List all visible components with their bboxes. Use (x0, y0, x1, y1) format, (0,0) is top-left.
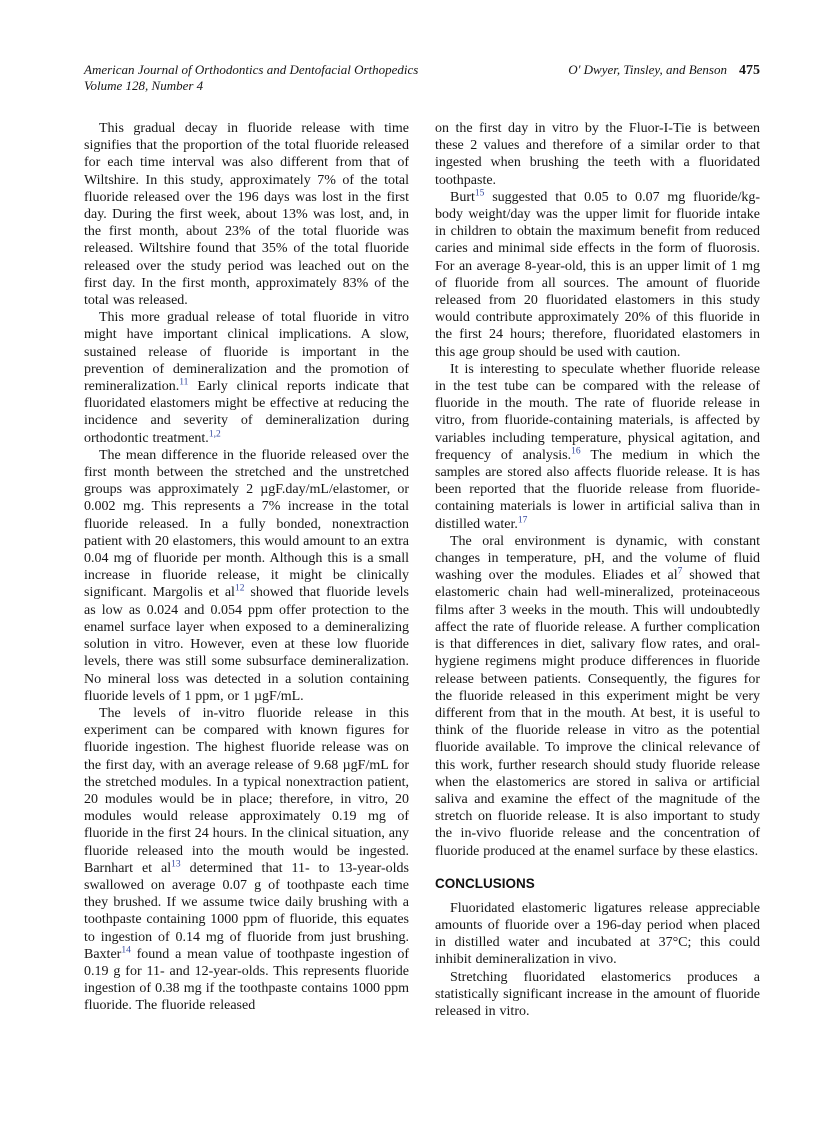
paragraph: on the first day in vitro by the Fluor-I-Tie is between these 2 values and therefore of a similar order to that ingested when brushing the teeth with a fluoridated toothpaste. (435, 121, 760, 188)
reference-superscript: 12 (234, 583, 245, 594)
paragraph: It is interesting to speculate whether fluoride release in the test tube can be compared with the release of fluoride in the mouth. The rate of fluoride release in vitro, from fluoride-containing materials, is affected by variables including temperature, physical agitation, and frequency of analysis.$^{16}$ The medium in which the samples are stored also affects fluoride release. It is has been reported that the fluoride release from fluoride-containing materials is lower in artificial saliva than in distilled water.$^{17}$ (435, 361, 760, 532)
reference-superscript: 13 (171, 859, 181, 870)
right-column (435, 120, 760, 1020)
conclusions-heading: CONCLUSIONS (435, 875, 535, 891)
reference-superscript: 1,2 (208, 429, 221, 439)
right-column-text (435, 120, 760, 860)
paragraph: Stretching fluoridated elastomerics produces a statistically significant increase in the amount of fluoride released in vitro. (435, 969, 760, 1019)
reference-superscript: 7 (677, 566, 683, 577)
reference-superscript: 16 (571, 446, 581, 457)
running-head-right (568, 62, 760, 79)
two-column-body (84, 120, 760, 1020)
paragraph: The oral environment is dynamic, with constant changes in temperature, pH, and the volume of fluid washing over the modules. Eliades et al$^7$ showed that elastomeric chain had well-mineralized, proteinaceous films after 3 weeks in the mouth. This will undoubtedly affect the rate of fluoride release. A further complication is that differences in diet, salivary flow rates, and oral-hygiene regimens might produce differences in fluoride release between patients. Consequently, the figures for the fluoride released in this experiment might be very different from that in the mouth. At best, it is useful to think of the fluoride release in vitro as the potential fluoride available. To improve the clinical relevance of this work, further research should study fluoride release when the elastomerics are stored in saliva or artificial saliva and examine the effect of the magnitude of the stretch on fluoride release. It is also important to study the in-vivo fluoride release and the concentration of fluoride produced at the enamel surface by these elastics. (435, 533, 760, 859)
journal-header-block (84, 62, 418, 94)
paragraph: This more gradual release of total fluoride in vitro might have important clinical implications. A slow, sustained release of fluoride is important in the prevention of demineralization and the promotion of remineralization.$^{11}$ Early clinical reports indicate that fluoridated elastomers might be effective at reducing the incidence and severity of demineralization during orthodontic treatment.$^{1,2}$ (84, 310, 409, 446)
reference-superscript: 14 (121, 945, 131, 956)
reference-superscript: 15 (474, 188, 485, 199)
left-column (84, 120, 409, 1020)
paragraph: Fluoridated elastomeric ligatures release appreciable amounts of fluoride over a 196-day period when placed in distilled water and incubated at 37°C; this could inhibit demineralization in vivo. (435, 900, 760, 968)
page-number: 475 (739, 63, 760, 78)
journal-volume-issue: Volume 128, Number 4 (84, 78, 204, 93)
paragraph: Burt$^{15}$ suggested that 0.05 to 0.07 mg fluoride/kg-body weight/day was the upper limit for fluoride intake in children to obtain the maximum benefit from reduced caries and minimal side effects in the form of fluorosis. For an average 8-year-old, this is an upper limit of 1 mg of fluoride from all sources. The amount of fluoride released from 20 fluoridated elastomers in this study would contribute approximately 20% of this fluoride in the first 24 hours; therefore, fluoridated elastomers in this age group should be used with caution. (435, 188, 760, 360)
journal-title: American Journal of Orthodontics and Dentofacial Orthopedics (84, 62, 419, 77)
paragraph: The mean difference in the fluoride released over the first month between the stretched and the unstretched groups was approximately 2 µgF.day/mL/elastomer, or 0.002 mg. This represents a 7% increase in the total fluoride released. In a fully bonded, nonextraction patient with 20 elastomers, this would amount to an extra 0.04 mg of fluoride per month. Although this is a small increase in fluoride release, it might be clinically significant. Margolis et al$^{12}$ showed that fluoride levels as low as 0.024 and 0.054 ppm offer protection to the enamel surface layer when exposed to a demineralizing solution in vitro. However, even at these low fluoride levels, there was still some subsurface demineralization. No mineral loss was detected in a solution containing fluoride levels of 1 ppm, or 1 µgF/mL. (84, 447, 409, 704)
running-header (84, 62, 760, 94)
paragraph: The levels of in-vitro fluoride release in this experiment can be compared with known figures for fluoride ingestion. The highest fluoride release was on the first day, with an average release of 9.68 µgF/mL for the stretched modules. In a typical nonextraction patient, 20 modules would be in place; therefore, in vitro, 20 modules would release approximately 0.19 mg of fluoride in the first 24 hours. In the clinical situation, any fluoride released into the mouth would be ingested. Barnhart et al$^{13}$ determined that 11- to 13-year-olds swallowed on average 0.07 g of toothpaste each time they brushed. If we assume twice daily brushing with a toothpaste containing 1000 ppm of fluoride, this equates to ingestion of 0.14 mg of fluoride from just brushing. Baxter$^{14}$ found a mean value of toothpaste ingestion of 0.19 g for 11- and 12-year-olds. This represents fluoride ingestion of 0.38 mg if the toothpaste contains 1000 ppm fluoride. The fluoride released (84, 705, 409, 1014)
reference-superscript: 17 (517, 515, 528, 526)
paragraph: This gradual decay in fluoride release with time signifies that the proportion of the total fluoride released for each time interval was also different from that of Wiltshire. In this study, approximately 7% of the total fluoride released over the 196 days was lost in the first day. During the first week, about 13% was lost, and, in the first month, about 23% of the total fluoride was released. Wiltshire found that 35% of the total fluoride released over the study period was leached out on the first day. In the first month, approximately 83% of the total was released. (84, 121, 409, 309)
running-authors: O' Dwyer, Tinsley, and Benson (568, 62, 727, 77)
reference-superscript: 11 (179, 377, 189, 388)
conclusions-text (435, 900, 760, 1020)
